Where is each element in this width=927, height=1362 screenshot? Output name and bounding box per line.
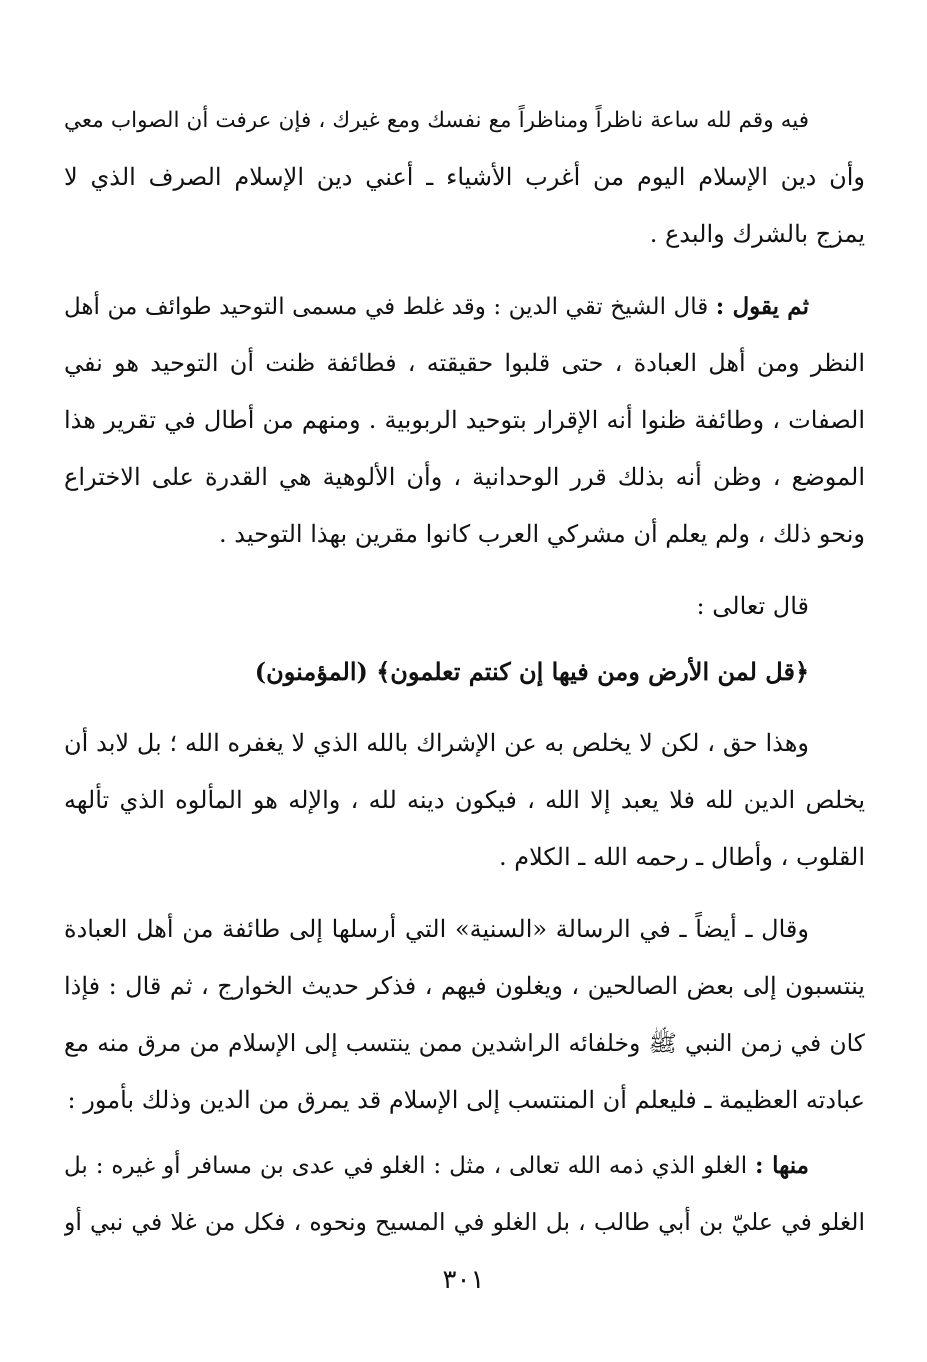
text-line: وأن دين الإسلام اليوم من أغرب الأشياء ـ أعني دين الإسلام الصرف الذي لا — [64, 163, 865, 191]
text-line: قال تعالى : — [696, 592, 809, 620]
page-number: ٣٠١ — [442, 1265, 485, 1295]
text-line: وهذا حق ، لكن لا يخلص به عن الإشراك بالله الذي لا يغفره الله ؛ بل لابد أن — [64, 729, 809, 757]
text-line: ونحو ذلك ، ولم يعلم أن مشركي العرب كانوا مقرين بهذا التوحيد . — [219, 520, 865, 548]
paragraph-1 — [64, 92, 865, 263]
text-line — [64, 278, 865, 335]
paragraph-lead: ثم يقول : — [715, 293, 810, 320]
text-line: ينتسبون إلى بعض الصالحين ، ويغلون فيهم ، فذكر حديث الخوارج ، ثم قال : فإذا — [64, 972, 865, 1000]
paragraph-3 — [64, 578, 865, 635]
text-span: قال الشيخ تقي الدين : وقد غلط في مسمى التوحيد طوائف من أهل — [64, 294, 716, 320]
text-line — [64, 1137, 865, 1194]
page-body — [64, 92, 865, 1251]
paragraph-2 — [64, 278, 865, 563]
paragraph-lead: منها : — [755, 1152, 809, 1179]
quran-verse — [64, 643, 865, 700]
paragraph-4 — [64, 715, 865, 886]
text-line: الصفات ، وطائفة ظنوا أنه الإقرار بتوحيد الربوبية . ومنهم من أطال في تقرير هذا — [64, 406, 865, 434]
text-span: الغلو الذي ذمه الله تعالى ، مثل : الغلو في عدى بن مسافر أو غيره : بل — [64, 1153, 756, 1179]
verse-text: ﴿قل لمن الأرض ومن فيها إن كنتم تعلمون﴾ (المؤمنون) — [254, 657, 809, 686]
text-line: عبادته العظيمة ـ فليعلم أن المنتسب إلى الإسلام قد يمرق من الدين وذلك بأمور : — [67, 1086, 865, 1114]
text-line: يمزج بالشرك والبدع . — [649, 220, 865, 248]
paragraph-5 — [64, 901, 865, 1129]
text-line: كان في زمن النبي ﷺ وخلفائه الراشدين ممن ينتسب إلى الإسلام من مرق منه مع — [64, 1029, 865, 1057]
text-line: النظر ومن أهل العبادة ، حتى قلبوا حقيقته ، فطائفة ظنت أن التوحيد هو نفي — [64, 349, 865, 377]
paragraph-6 — [64, 1137, 865, 1251]
text-line: الغلو في عليّ بن أبي طالب ، بل الغلو في المسيح ونحوه ، فكل من غلا في نبي أو — [64, 1208, 865, 1236]
text-line: الموضع ، وظن أنه بذلك قرر الوحدانية ، وأن الألوهية هي القدرة على الاختراع — [64, 463, 865, 491]
text-line: فيه وقم لله ساعة ناظراً ومناظراً مع نفسك ومع غيرك ، فإن عرفت أن الصواب معي — [64, 108, 809, 133]
text-line: القلوب ، وأطال ـ رحمه الله ـ الكلام . — [498, 843, 865, 871]
text-line: وقال ـ أيضاً ـ في الرسالة «السنية» التي أرسلها إلى طائفة من أهل العبادة — [64, 915, 809, 943]
text-line: يخلص الدين لله فلا يعبد إلا الله ، فيكون دينه لله ، والإله هو المألوه الذي تألهه — [64, 786, 865, 814]
